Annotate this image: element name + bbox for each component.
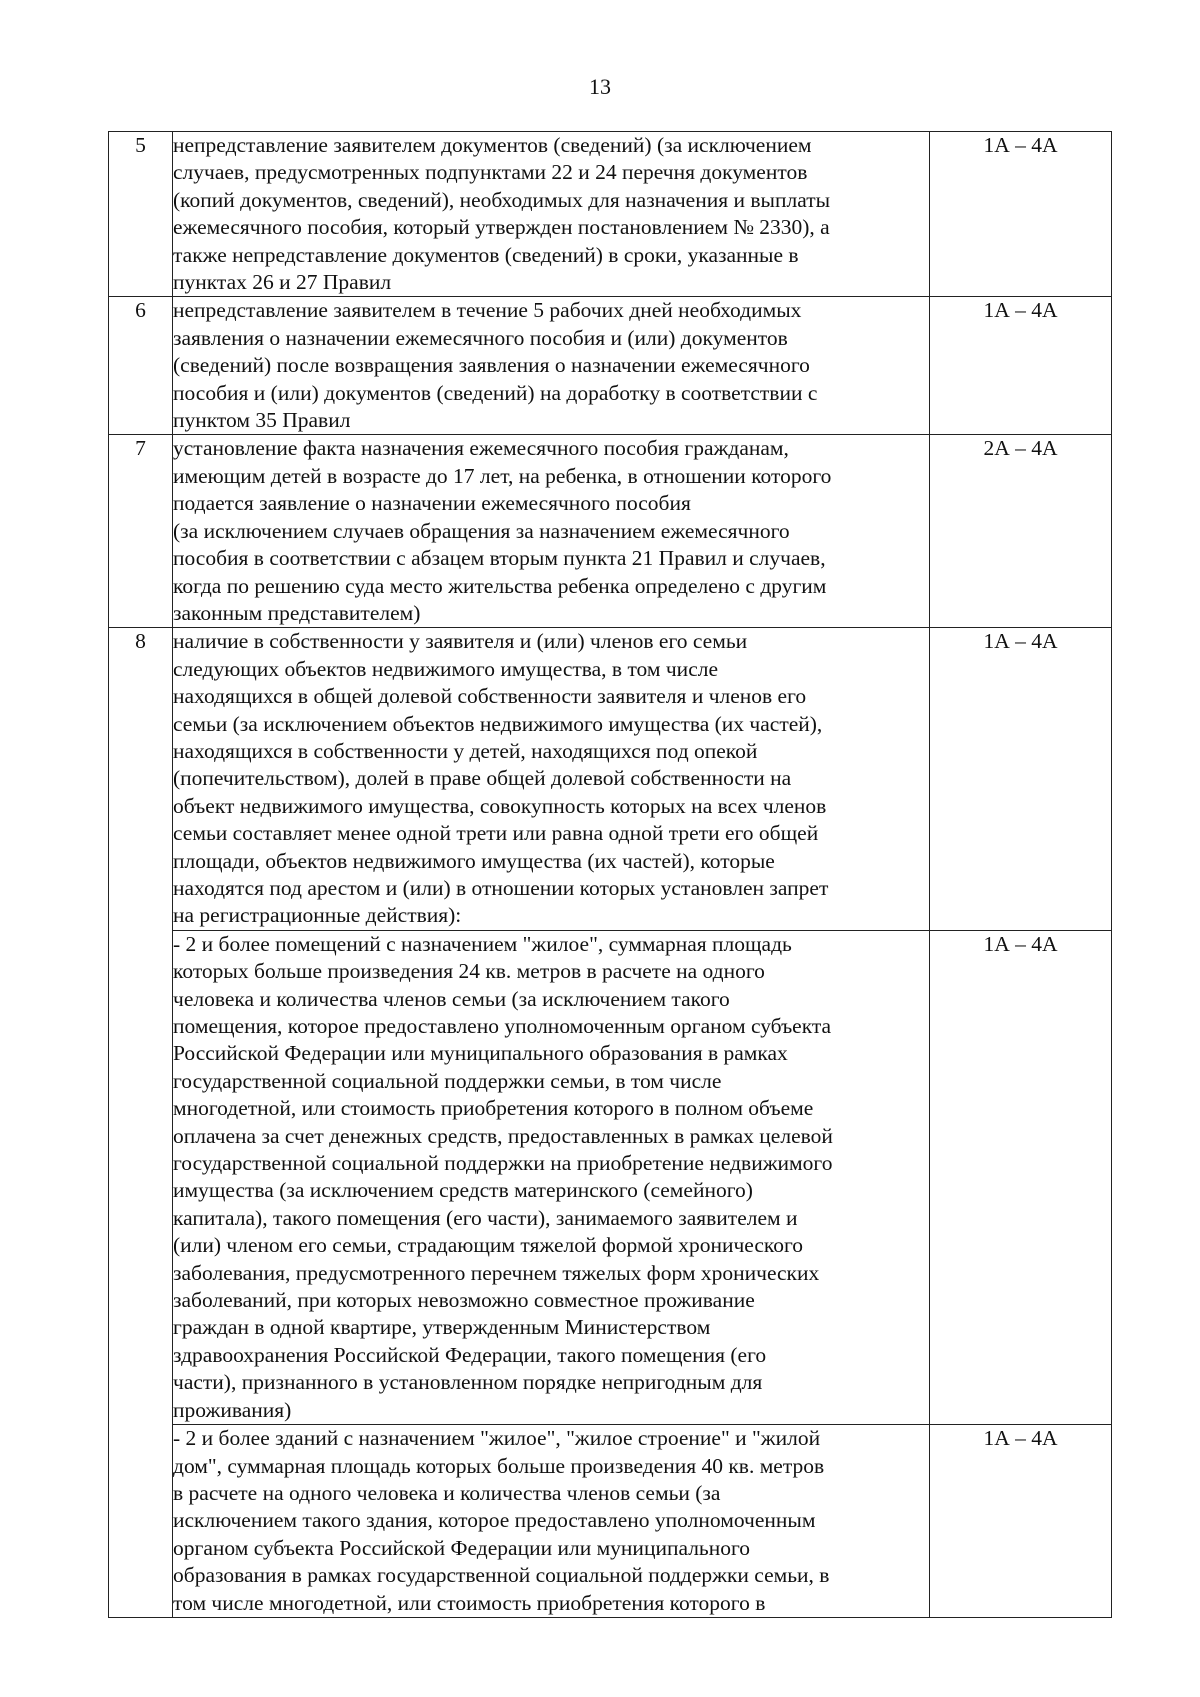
row-code: 2А – 4А [930, 435, 1112, 628]
row-code: 1А – 4А [930, 628, 1112, 930]
table-row [109, 628, 1112, 930]
row-number: 6 [109, 297, 173, 435]
row-code: 1А – 4А [930, 132, 1112, 297]
table-row [109, 1425, 1112, 1618]
row-number: 7 [109, 435, 173, 628]
table-row [109, 435, 1112, 628]
row-description: - 2 и более зданий с назначением "жилое", "жилое строение" и "жилой дом", суммарная площадь которых больше произведения 40 кв. метров в расчете на одного человека и количества членов семьи (за исключением такого здания, которое предоставлено уполномоченным органом субъекта Российской Федерации или муниципального образования в рамках государственной социальной поддержки семьи, в том числе многодетной, или стоимость приобретения которого в [173, 1425, 930, 1618]
table-row [109, 132, 1112, 297]
row-description: установление факта назначения ежемесячного пособия гражданам, имеющим детей в возрасте до 17 лет, на ребенка, в отношении которого подается заявление о назначении ежемесячного пособия (за исключением случаев обращения за назначением ежемесячного пособия в соответствии с абзацем вторым пункта 21 Правил и случаев, когда по решению суда место жительства ребенка определено с другим законным представителем) [173, 435, 930, 628]
row-number [109, 1425, 173, 1618]
row-code: 1А – 4А [930, 930, 1112, 1424]
table-row [109, 930, 1112, 1424]
row-description: наличие в собственности у заявителя и (или) членов его семьи следующих объектов недвижимого имущества, в том числе находящихся в общей долевой собственности заявителя и членов его семьи (за исключением объектов недвижимого имущества (их частей), находящихся в собственности у детей, находящихся под опекой (попечительством), долей в праве общей долевой собственности на объект недвижимого имущества, совокупность которых на всех членов семьи составляет менее одной трети или равна одной трети его общей площади, объектов недвижимого имущества (их частей), которые находятся под арестом и (или) в отношении которых установлен запрет на регистрационные действия): [173, 628, 930, 930]
row-description: непредставление заявителем документов (сведений) (за исключением случаев, предусмотренных подпунктами 22 и 24 перечня документов (копий документов, сведений), необходимых для назначения и выплаты ежемесячного пособия, который утвержден постановлением № 2330), а также непредставление документов (сведений) в сроки, указанные в пунктах 26 и 27 Правил [173, 132, 930, 297]
page-number: 13 [589, 74, 611, 99]
table-row [109, 297, 1112, 435]
row-description: непредставление заявителем в течение 5 рабочих дней необходимых заявления о назначении ежемесячного пособия и (или) документов (сведений) после возвращения заявления о назначении ежемесячного пособия и (или) документов (сведений) на доработку в соответствии с пунктом 35 Правил [173, 297, 930, 435]
row-code: 1А – 4А [930, 297, 1112, 435]
row-number: 8 [109, 628, 173, 930]
row-description: - 2 и более помещений с назначением "жилое", суммарная площадь которых больше произведения 24 кв. метров в расчете на одного человека и количества членов семьи (за исключением такого помещения, которое предоставлено уполномоченным органом субъекта Российской Федерации или муниципального образования в рамках государственной социальной поддержки семьи, в том числе многодетной, или стоимость приобретения которого в полном объеме оплачена за счет денежных средств, предоставленных в рамках целевой государственной социальной поддержки на приобретение недвижимого имущества (за исключением средств материнского (семейного) капитала), такого помещения (его части), занимаемого заявителем и (или) членом его семьи, страдающим тяжелой формой хронического заболевания, предусмотренного перечнем тяжелых форм хронических заболеваний, при которых невозможно совместное проживание граждан в одной квартире, утвержденным Министерством здравоохранения Российской Федерации, такого помещения (его части), признанного в установленном порядке непригодным для проживания) [173, 930, 930, 1424]
row-code: 1А – 4А [930, 1425, 1112, 1618]
row-number: 5 [109, 132, 173, 297]
criteria-table [108, 131, 1112, 1618]
row-number [109, 930, 173, 1424]
